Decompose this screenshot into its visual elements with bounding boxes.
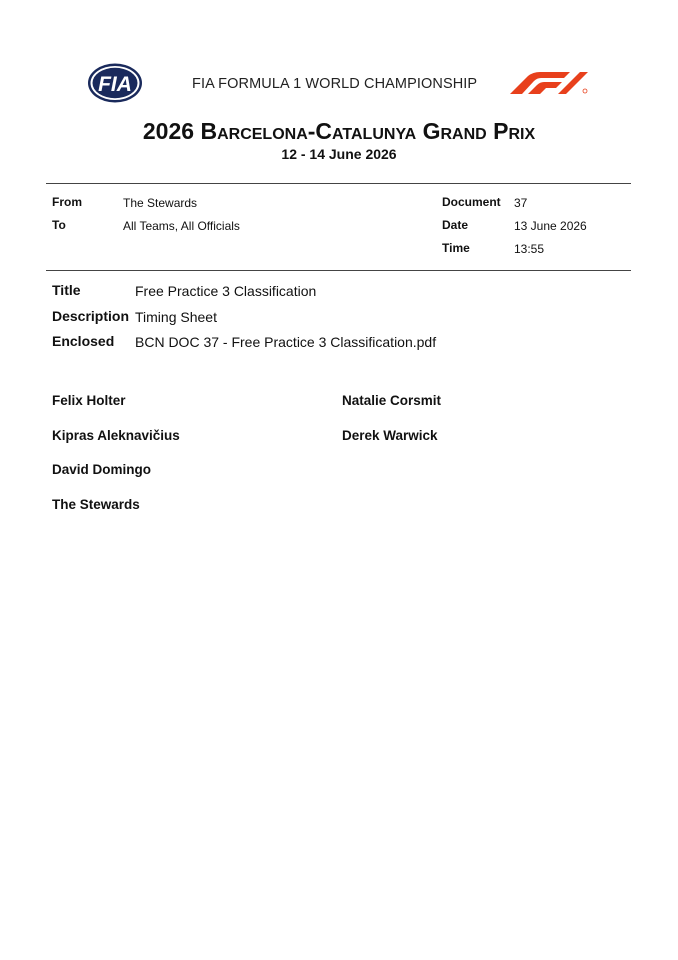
f1-logo xyxy=(508,71,590,95)
fia-logo-text: FIA xyxy=(98,73,132,96)
date-value: 13 June 2026 xyxy=(514,219,587,233)
document-label: Document xyxy=(442,195,501,209)
from-label: From xyxy=(52,195,82,209)
top-divider xyxy=(46,183,631,184)
document-value: 37 xyxy=(514,196,528,210)
steward-name: Derek Warwick xyxy=(342,428,438,443)
description-value: Timing Sheet xyxy=(135,309,217,325)
description-label: Description xyxy=(52,308,130,324)
time-value: 13:55 xyxy=(514,242,545,256)
title-label: Title xyxy=(52,282,81,298)
enclosed-attachment-link[interactable]: BCN DOC 37 - Free Practice 3 Classification.pdf xyxy=(135,334,437,350)
steward-name: David Domingo xyxy=(52,462,152,477)
to-label: To xyxy=(52,218,66,232)
steward-name: Felix Holter xyxy=(52,393,126,408)
grand-prix-dates: 12 - 14 June 2026 xyxy=(281,146,397,162)
title-value: Free Practice 3 Classification xyxy=(135,283,317,299)
steward-name: Kipras Aleknavičius xyxy=(52,428,180,443)
enclosed-label: Enclosed xyxy=(52,333,115,349)
from-value: The Stewards xyxy=(123,196,198,210)
date-label: Date xyxy=(442,218,469,232)
stewards-signature: The Stewards xyxy=(52,497,140,512)
grand-prix-title: 2026 Barcelona-Catalunya Grand Prix xyxy=(142,118,536,144)
championship-title: FIA FORMULA 1 WORLD CHAMPIONSHIP xyxy=(192,76,478,92)
document-header xyxy=(0,0,678,110)
bottom-divider xyxy=(46,270,631,271)
time-label: Time xyxy=(442,241,470,255)
fia-logo xyxy=(86,62,144,104)
steward-name: Natalie Corsmit xyxy=(342,393,442,408)
to-value: All Teams, All Officials xyxy=(123,219,240,233)
